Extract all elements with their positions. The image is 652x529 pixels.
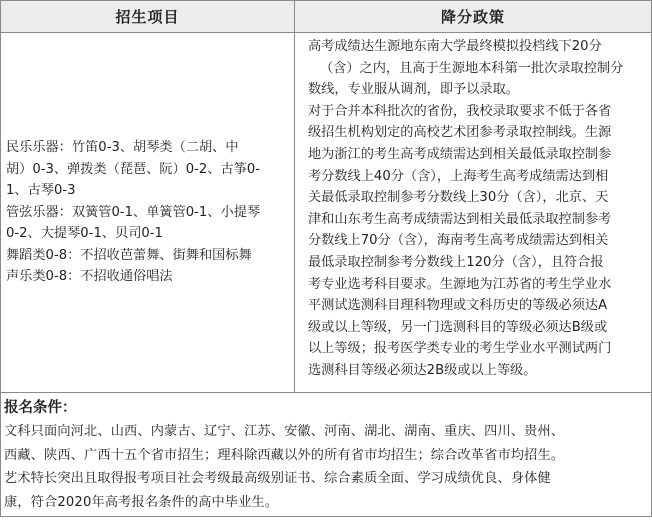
registration-conditions-cell — [1, 393, 652, 517]
policy-line: 最低录取控制参考分数线上120分（含），且符合报 — [308, 254, 604, 270]
policy-line: 关最低录取控制参考分数线上30分（含），北京、天 — [308, 190, 609, 206]
registration-condition-line: 康，符合2020年高考报名条件的高中毕业生。 — [4, 494, 279, 510]
policy-line: 数线，专业服从调剂，即予以录取。 — [308, 82, 519, 98]
policy-line: 级招生机构划定的高校艺术团参考录取控制线。生源 — [308, 125, 612, 141]
policy-line: 津和山东考生高考成绩需达到相关最低录取控制参考 — [308, 211, 612, 227]
policy-line: 高考成绩达生源地东南大学最终模拟投档线下20分 — [308, 39, 602, 54]
enrollment-item-line: 胡）0-3、弹拨类（琵琶、阮）0-2、古筝0- — [6, 161, 261, 177]
registration-conditions-title: 报名条件： — [4, 400, 77, 416]
enrollment-item-line: 管弦乐器：双簧管0-1、单簧管0-1、小提琴 — [6, 204, 261, 220]
policy-line: 分数线上70分（含），海南考生高考成绩需达到相关 — [308, 233, 609, 249]
header-score-reduction-policy: 降分政策 — [295, 1, 652, 33]
enrollment-item-line: 声乐类0-8：不招收通俗唱法 — [6, 269, 173, 285]
enrollment-item-line: 舞蹈类0-8：不招收芭蕾舞、街舞和国标舞 — [6, 247, 252, 263]
registration-condition-line: 西藏、陕西、广西十五个省市招生；理科除西藏以外的所有省市均招生；综合改革省市均招生。 — [4, 447, 565, 463]
conditions-row — [1, 393, 652, 517]
enrollment-item-line: 0-2、大提琴0-1、贝司0-1 — [6, 226, 163, 242]
policy-line: 地为浙江的考生高考成绩需达到相关最低录取控制参 — [308, 146, 612, 162]
policy-line: 对于合并本科批次的省份，我校录取要求不低于各省 — [308, 103, 612, 119]
enrollment-item-line: 1、古琴0-3 — [6, 183, 76, 199]
enrollment-items-cell — [1, 33, 295, 393]
policy-line: （含）之内，且高于生源地本科第一批次录取控制分 — [320, 60, 624, 76]
policy-line: 级或以上等级，另一门选测科目的等级必须达B级或 — [308, 319, 608, 335]
registration-condition-line: 文科只面向河北、山西、内蒙古、辽宁、江苏、安徽、河南、湖北、湖南、重庆、四川、贵州、 — [4, 424, 565, 439]
header-row — [1, 1, 652, 33]
content-row — [1, 33, 652, 393]
policy-line: 平测试选测科目理科物理或文科历史的等级必须达A — [308, 298, 608, 314]
header-enrollment-items: 招生项目 — [1, 1, 295, 33]
policy-line: 以上等级；报考医学类专业的考生学业水平测试两门 — [308, 341, 612, 357]
enrollment-item-line: 民乐乐器：竹笛0-3、胡琴类（二胡、中 — [6, 140, 239, 156]
policy-line: 选测科目等级必须达2B级或以上等级。 — [308, 362, 537, 378]
policy-line: 考专业选考科目要求。生源地为江苏省的考生学业水 — [308, 276, 612, 292]
policy-line: 考分数线上40分（含），上海考生高考成绩需达到相 — [308, 168, 609, 184]
policy-text-cell — [295, 33, 652, 393]
registration-condition-line: 艺术特长突出且取得报考项目社会考级最高级别证书、综合素质全面、学习成绩优良、身体健 — [4, 471, 551, 486]
